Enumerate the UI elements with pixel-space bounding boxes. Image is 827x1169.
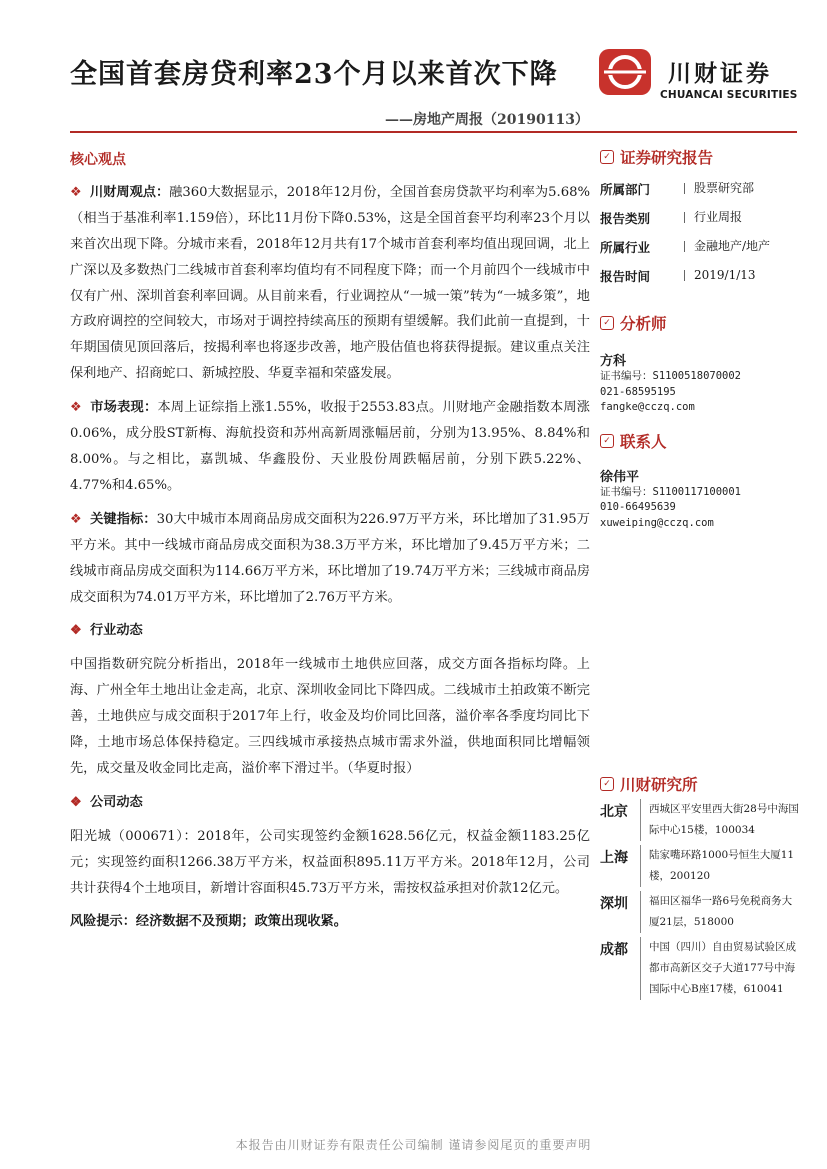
report-heading-label: 证券研究报告 (620, 148, 714, 167)
section-box-icon: ✓ (600, 316, 614, 330)
weekly-view-label: 川财周观点： (90, 184, 170, 200)
industry-heading (70, 618, 590, 644)
meta-key: 报告时间 (600, 268, 651, 284)
institute-heading (600, 773, 800, 795)
chuancai-logo-icon (598, 48, 652, 96)
contact-cert: 证书编号：S1100117100001 (600, 485, 742, 498)
report-subtitle: ——房地产周报（20190113） (385, 112, 589, 128)
diamond-bullet-icon: ❖ (70, 794, 82, 810)
main-column (70, 148, 590, 935)
company-heading-label: 公司动态 (90, 794, 143, 810)
contact-heading-label: 联系人 (620, 431, 667, 451)
office-city: 北京 (600, 804, 628, 820)
key-indicators-text: 30大中城市本周商品房成交面积为226.97万平方米，环比增加了31.95万平方米。其中一线城市商品房成交面积为38.3万平方米，环比增加了9.45万平方米；二线城市商品房成交面积为114.66万平方米，环比增加了19.74万平方米；三线城市商品房成交面积为74.01万平方米，环比增加了2.76万平方米。 (70, 511, 590, 605)
contact-phone: 010-66495639 (600, 501, 676, 513)
meta-value: 行业周报 (684, 212, 742, 223)
office-shanghai (600, 845, 800, 887)
contact-heading (600, 430, 800, 452)
analyst-phone: 021-68595195 (600, 385, 676, 398)
analyst-heading (600, 312, 800, 334)
office-address: 福田区福华一路6号免税商务大厦21层，518000 (640, 891, 799, 933)
office-address: 西城区平安里西大街28号中海国际中心15楼，100034 (640, 799, 799, 841)
office-chengdu (600, 937, 800, 1000)
meta-value: 金融地产/地产 (684, 241, 770, 252)
section-box-icon: ✓ (600, 150, 614, 164)
analyst-name: 方科 (600, 354, 627, 369)
office-shenzhen (600, 891, 800, 933)
contact-name: 徐伟平 (600, 469, 640, 485)
market-label: 市场表现： (90, 400, 158, 416)
contact-email: xuweiping@cczq.com (600, 516, 714, 529)
market-text: 本周上证综指上涨1.55%，收报于2553.83点。川财地产金融指数本周涨0.06%，成分股ST新梅、海航投资和苏州高新周涨幅居前，分别为13.95%、8.84%和8.00%。与之相比，嘉凯城、华鑫股份、天业股份周跌幅居前，分别下跌5.22%、4.77%和4.65%。 (70, 400, 590, 493)
report-title: 全国首套房贷利率23个月以来首次下降 (70, 59, 558, 90)
meta-row (600, 261, 800, 290)
paragraph-market (70, 395, 590, 499)
diamond-bullet-icon: ❖ (70, 623, 82, 639)
weekly-view-text: 融360大数据显示，2018年12月份，全国首套房贷款平均利率为5.68%（相当于基准利率1.159倍），环比11月份下降0.53%，这是全国首套平均利率23个月以来首次出现下降。分城市来看，2018年12月共有17个城市首套利率均值出现回调，北上广深以及多数热门二线城市首套利率均值均有不同程度下降；而一个月前四个一线城市中仅有广州、深圳首套利率回调。从目前来看，行业调控从“一城一策”转为“一城多策”，地方政府调控的空间较大，市场对于调控持续高压的预期有望缓解。我们此前一直提到，十年期国债见顶回落后，按揭利率也将逐步改善，地产股估值也将获得提振。建议重点关注保利地产、招商蛇口、新城控股、华夏幸福和荣盛发展。 (70, 184, 591, 382)
meta-key: 报告类别 (600, 210, 651, 226)
core-heading: 核心观点 (70, 152, 126, 168)
institute-heading-label: 川财研究所 (620, 775, 698, 794)
office-city: 深圳 (600, 896, 628, 912)
section-box-icon: ✓ (600, 434, 614, 448)
meta-row (600, 232, 800, 261)
key-indicators-label: 关键指标： (90, 511, 157, 527)
brand-name-cn: 川财证券 (668, 61, 772, 87)
office-city: 成都 (600, 942, 628, 958)
section-box-icon: ✓ (600, 777, 614, 791)
footer-disclaimer: 本报告由川财证券有限责任公司编制 谨请参阅尾页的重要声明 (235, 1138, 592, 1152)
meta-row (600, 203, 800, 232)
company-text: 阳光城（000671）：2018年，公司实现签约金额1628.56亿元，权益金额1183.25亿元；实现签约面积1266.38万平方米，权益面积895.11万平方米。2018年12月，公司共计获得4个土地项目，新增计容面积45.73万平方米，需按权益承担对价款12亿元。 (70, 828, 590, 896)
brand-name-en: CHUANCAI SECURITIES (660, 89, 798, 101)
meta-row (600, 174, 800, 203)
analyst-heading-label: 分析师 (620, 314, 667, 333)
diamond-bullet-icon: ❖ (70, 184, 82, 200)
industry-text: 中国指数研究院分析指出，2018年一线城市土地供应回落，成交方面各指标均降。上海、广州全年土地出让金走高，北京、深圳收金同比下降四成。二线城市土拍政策不断完善，土地供应与成交面积于2017年上行，收金及均价同比回落，溢价率各季度均同比下降，土地市场总体保持稳定。三四线城市承接热点城市需求外溢，供地面积同比增幅领先，成交量及收金同比走高，溢价率下滑过半。（华夏时报） (70, 657, 590, 776)
diamond-bullet-icon: ❖ (70, 511, 82, 527)
analyst-email: fangke@cczq.com (600, 401, 695, 413)
office-address: 中国（四川）自由贸易试验区成都市高新区交子大道177号中海国际中心B座17楼，610041 (640, 937, 799, 1000)
office-address: 陆家嘴环路1000号恒生大厦11楼，200120 (640, 845, 799, 887)
header-divider (70, 131, 797, 133)
report-heading (600, 146, 800, 168)
meta-value: 2019/1/13 (684, 270, 756, 281)
paragraph-weekly-view (70, 180, 590, 387)
diamond-bullet-icon: ❖ (70, 400, 82, 416)
meta-value: 股票研究部 (684, 183, 754, 194)
risk-warning: 风险提示：经济数据不及预期；政策出现收紧。 (70, 914, 347, 930)
analyst-cert: 证书编号：S1100518070002 (600, 370, 742, 382)
office-beijing (600, 799, 800, 841)
meta-key: 所属行业 (600, 239, 651, 255)
meta-key: 所属部门 (600, 181, 651, 197)
office-city: 上海 (600, 850, 628, 866)
industry-heading-label: 行业动态 (90, 623, 143, 639)
side-column (600, 146, 800, 1004)
company-heading (70, 790, 590, 816)
paragraph-key-indicators (70, 507, 590, 611)
